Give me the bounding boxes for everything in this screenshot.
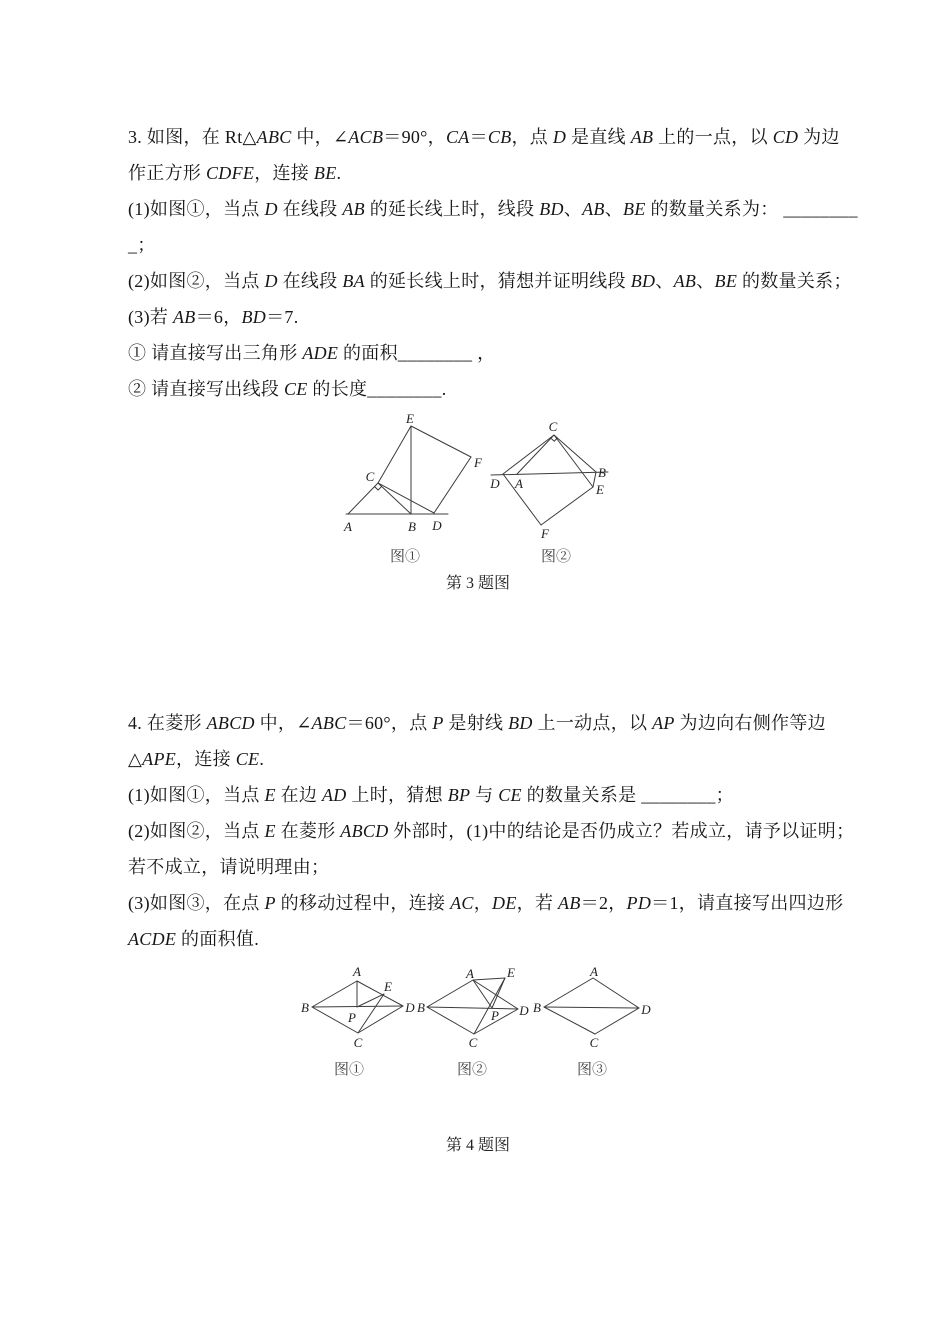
vertex-label-C: C xyxy=(589,1035,599,1050)
problem4-line-6: (3)如图③，在点 P 的移动过程中，连接 AC，DE，若 AB＝2，PD＝1，请直接写出四边形 xyxy=(128,893,844,913)
vertex-label-P: P xyxy=(348,1010,356,1025)
problem3-line-3: (1)如图①，当点 D 在线段 AB 的延长线上时，线段 BD、AB、BE 的数量关系为： ________ xyxy=(128,199,858,219)
vertex-label-A: A xyxy=(590,964,598,979)
vertex-label-D: D xyxy=(432,518,442,533)
problem4-line-1: 4. 在菱形 ABCD 中，∠ABC＝60°，点 P 是射线 BD 上一动点，以 AP 为边向右侧作等边 xyxy=(128,713,826,733)
figure-segment-CE xyxy=(554,435,593,487)
problem4-figure-1-caption: 图① xyxy=(333,1062,365,1078)
vertex-label-C: C xyxy=(548,419,558,434)
figure-segment-CB xyxy=(427,1007,474,1034)
figure-segment-BA xyxy=(427,980,473,1007)
figure-segment-AP xyxy=(473,980,492,1008)
problem3-line-6: (3)若 AB＝6，BD＝7. xyxy=(128,307,299,327)
figure-baseline xyxy=(491,472,608,475)
vertex-label-C: C xyxy=(365,469,375,484)
problem4-line-3: (1)如图①，当点 E 在边 AD 上时，猜想 BP 与 CE 的数量关系是 ________； xyxy=(128,785,734,805)
problem4-figure-3-caption: 图③ xyxy=(576,1062,608,1078)
figure-segment-DC xyxy=(358,1006,403,1033)
problem3-figure-1-caption: 图① xyxy=(389,549,421,565)
problem4-figure-2-caption: 图② xyxy=(456,1062,488,1078)
vertex-label-B: B xyxy=(408,519,416,534)
figure-segment-BA xyxy=(312,981,357,1007)
figure-segment-AE xyxy=(473,978,505,980)
vertex-label-A: A xyxy=(353,964,361,979)
right-angle-mark xyxy=(375,486,382,490)
figure-segment-DC xyxy=(595,1008,639,1034)
figure-segment-BD xyxy=(427,1007,518,1009)
vertex-label-E: E xyxy=(406,411,414,426)
vertex-label-E: E xyxy=(507,965,515,980)
problem3-line-2: 作正方形 CDFE，连接 BE. xyxy=(128,163,342,183)
figure-segment-AD xyxy=(357,981,403,1006)
figure-segment-DF xyxy=(434,457,471,513)
problem3-figures-caption: 第 3 题图 xyxy=(445,575,511,592)
problem4-figure-2 xyxy=(414,956,538,1054)
problem3-line-5: (2)如图②，当点 D 在线段 BA 的延长线上时，猜想并证明线段 BD、AB、BE 的数量关系； xyxy=(128,271,852,291)
problem4-text xyxy=(128,705,855,957)
vertex-label-B: B xyxy=(417,1000,425,1015)
figure-segment-AD xyxy=(593,978,639,1008)
figure-segment-BA xyxy=(544,978,593,1007)
problem3-text xyxy=(128,119,858,407)
figure-segment-AC xyxy=(348,483,378,514)
vertex-label-B: B xyxy=(598,465,606,480)
vertex-label-A: A xyxy=(515,476,523,491)
vertex-label-D: D xyxy=(641,1002,651,1017)
problem4-line-7: ACDE 的面积值. xyxy=(128,929,260,949)
problem4-figures-caption: 第 4 题图 xyxy=(445,1137,511,1154)
vertex-label-A: A xyxy=(466,966,474,981)
problem3-figure-2 xyxy=(486,416,620,544)
figure-segment-CE xyxy=(378,426,411,483)
figure-segment-CD xyxy=(503,435,554,474)
problem4-line-5: 若不成立，请说明理由； xyxy=(128,857,330,877)
vertex-label-E: E xyxy=(596,482,604,497)
figure-segment-CB xyxy=(544,1007,595,1034)
problem3-line-8: ② 请直接写出线段 CE 的长度________. xyxy=(128,379,447,399)
problem3-line-4: _； xyxy=(128,235,156,255)
vertex-label-F: F xyxy=(541,526,549,541)
vertex-label-C: C xyxy=(353,1035,363,1050)
vertex-label-D: D xyxy=(490,476,500,491)
right-angle-mark xyxy=(551,438,557,441)
problem3-figure-1 xyxy=(338,406,488,538)
vertex-label-B: B xyxy=(533,1000,541,1015)
figure-segment-BD xyxy=(544,1007,639,1008)
problem3-figure-2-caption: 图② xyxy=(540,549,572,565)
problem3-line-7: ① 请直接写出三角形 ADE 的面积________ ， xyxy=(128,343,496,363)
vertex-label-A: A xyxy=(344,519,352,534)
figure-segment-FE xyxy=(541,487,593,525)
vertex-label-D: D xyxy=(405,1000,415,1015)
figure-segment-CB xyxy=(554,435,596,472)
vertex-label-B: B xyxy=(301,1000,309,1015)
figure-segment-FE xyxy=(411,426,471,457)
problem4-figure-1 xyxy=(296,956,422,1054)
figure-segment-CD xyxy=(378,483,434,513)
vertex-label-P: P xyxy=(491,1008,499,1023)
vertex-label-C: C xyxy=(468,1035,478,1050)
problem4-figure-3 xyxy=(528,956,656,1054)
vertex-label-E: E xyxy=(384,979,392,994)
vertex-label-F: F xyxy=(474,455,482,470)
figure-segment-CA xyxy=(517,435,554,474)
problem3-line-1: 3. 如图，在 Rt△ABC 中，∠ACB＝90°，CA＝CB，点 D 是直线 AB 上的一点，以 CD 为边 xyxy=(128,127,840,147)
problem4-line-2: △APE，连接 CE. xyxy=(128,749,265,769)
problem4-line-4: (2)如图②，当点 E 在菱形 ABCD 外部时，(1)中的结论是否仍成立？若成立，请予以证明； xyxy=(128,821,855,841)
vertex-label-D: D xyxy=(519,1003,529,1018)
